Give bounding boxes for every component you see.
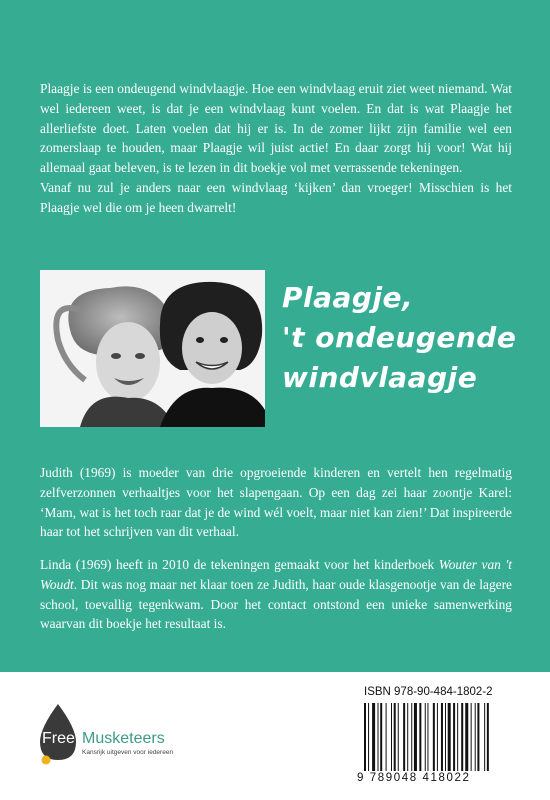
barcode-icon <box>362 703 537 773</box>
barcode-bar <box>378 703 379 771</box>
book-title <box>282 278 542 398</box>
barcode-bar <box>386 703 387 771</box>
bio-judith: Judith (1969) is moeder van drie opgroeiende kinderen en vertelt hen regelmatig zelfverzonnen verhaaltjes voor het slapengaan. Op een dag zei haar zoontje Karel: ‘Mam, wat is het toch raar dat je de wind wél voelt, maar niet kan zien!’ Dat inspireerde haar tot het schrijven van dit verhaal. <box>40 465 512 540</box>
title-line-1: Plaagje, <box>282 281 414 314</box>
blurb-text <box>40 79 512 218</box>
title-line-2: 't ondeugende <box>282 321 517 354</box>
logo-tagline: Kansrijk uitgeven voor iedereen <box>82 749 174 756</box>
barcode-bar <box>453 703 455 771</box>
barcode-bar <box>425 703 426 771</box>
blurb-paragraph-2: Vanaf nu zul je anders naar een windvlaag ‘kijken’ dan vroeger! Misschien is het Plaagje wel die om je heen dwarrelt! <box>40 179 512 215</box>
barcode-bar <box>448 703 451 771</box>
barcode-bar <box>477 703 479 771</box>
authors-photo <box>40 270 265 427</box>
title-line-3: windvlaagje <box>282 361 478 394</box>
bio-linda-book-title: Wouter van 't Woudt <box>40 557 512 592</box>
logo-free-text: Free <box>42 730 75 747</box>
barcode-number: 9 789048 418022 <box>357 772 471 784</box>
authors-photo-illustration <box>40 270 265 427</box>
barcode-bar <box>411 703 412 771</box>
barcode-bar <box>471 703 472 771</box>
bio-linda-text-after: . Dit was nog maar net klaar toen ze Judith, haar oude klasgenootje van de lagere school, toevallig tegenkwam. Door het contact ontstond een unieke samenwerking waarvan dit boekje het resultaat is. <box>40 576 512 632</box>
footer-band <box>0 672 550 800</box>
barcode-bar <box>445 703 446 771</box>
blurb-paragraph-1: Plaagje is een ondeugend windvlaagje. Hoe een windvlaag eruit ziet weet niemand. Wat wel iedereen weet, is dat je een windvlaag kunt voelen. En dat is wat Plaagje het allerliefste doet. Laten voelen dat hij er is. In de zomer lijkt zijn familie wel een zomerslaap te houden, maar Plaagje wil juist actie! En daar zorgt hij voor! Wat hij allemaal gaat beleven, is te lezen in dit boekje vol met verrassende tekeningen. <box>40 81 512 176</box>
bio-linda <box>40 555 512 634</box>
bio-linda-text-before: Linda (1969) heeft in 2010 de tekeningen gemaakt voor het kinderboek <box>40 557 439 572</box>
publisher-logo <box>36 702 216 782</box>
barcode-bar <box>414 703 417 771</box>
barcode-bar <box>465 703 468 771</box>
barcode-bar <box>457 703 458 771</box>
isbn-label: ISBN 978-90-484-1802-2 <box>364 686 493 698</box>
barcode-bar <box>364 703 366 771</box>
barcode-bar <box>391 703 392 771</box>
barcode-bar <box>372 703 375 771</box>
barcode-bar <box>368 703 369 771</box>
barcode-bar <box>475 703 476 771</box>
barcode-bar <box>441 703 443 771</box>
barcode-bar <box>437 703 438 771</box>
barcode-bar <box>419 703 421 771</box>
barcode-bar <box>394 703 396 771</box>
barcode-bar <box>398 703 399 771</box>
barcode-bar <box>407 703 408 771</box>
logo-musketeers-text: Musketeers <box>82 730 165 747</box>
barcode-bar <box>380 703 382 771</box>
barcode-bar <box>487 703 489 771</box>
barcode-bar <box>433 703 435 771</box>
barcode-bar <box>427 703 428 771</box>
barcode-bar <box>403 703 405 771</box>
barcode-bar <box>484 703 485 771</box>
barcode-bar <box>461 703 463 771</box>
